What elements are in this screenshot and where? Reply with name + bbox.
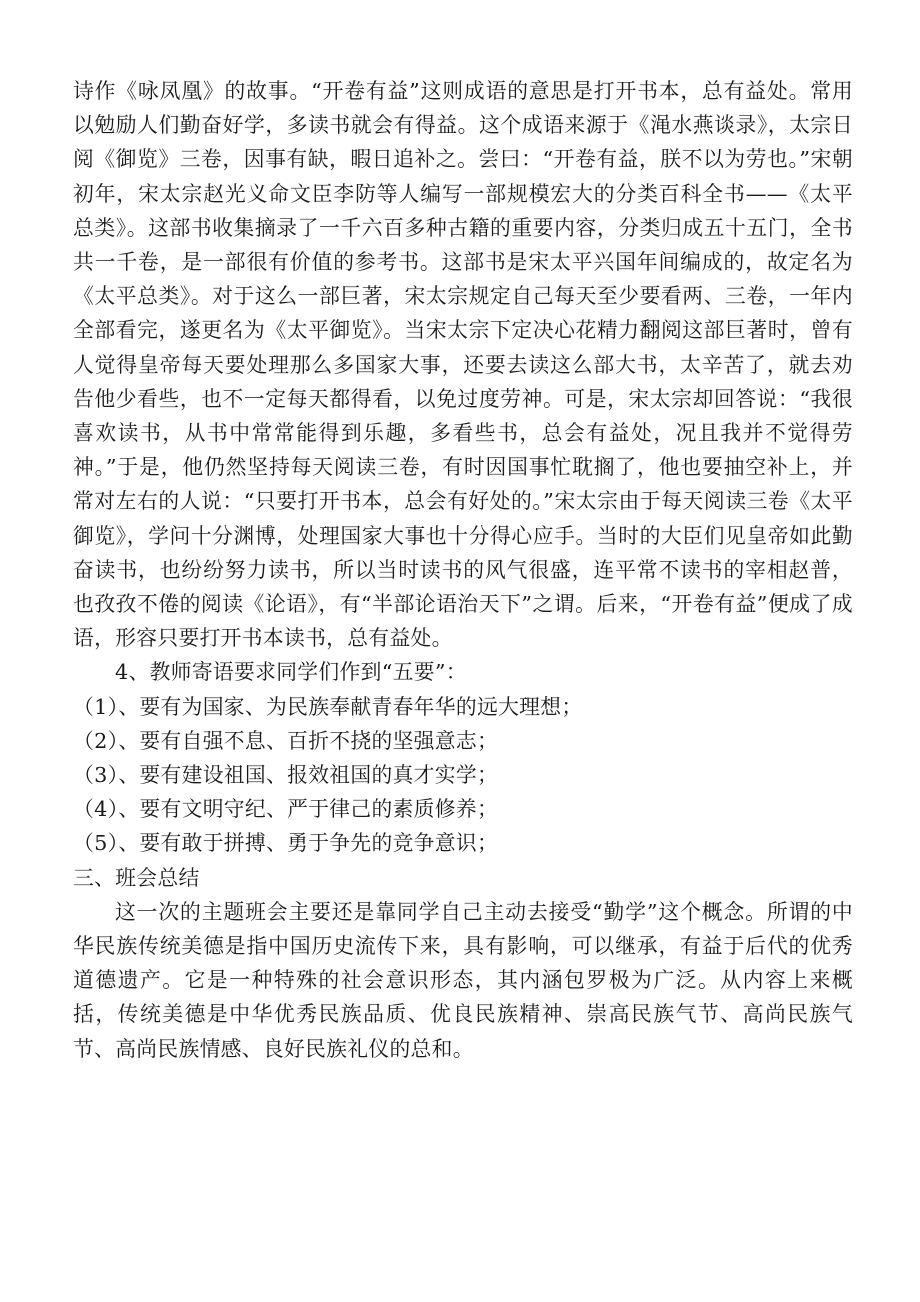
summary-paragraph: 这一次的主题班会主要还是靠同学自己主动去接受“勤学”这个概念。所谓的中华民族传统美德是指中国历史流传下来，具有影响，可以继承，有益于后代的优秀道德遗产。它是一种特殊的社会意识形态，其内涵包罗极为广泛。从内容上来概括，传统美德是中华优秀民族品质、优良民族精神、崇高民族气节、高尚民族气节、高尚民族情感、良好民族礼仪的总和。: [73, 899, 853, 1061]
requirement-item: （5）、要有敢于拼搏、勇于争先的竞争意识；: [73, 831, 499, 856]
requirement-item: （2）、要有自强不息、百折不挠的坚强意志；: [73, 728, 499, 753]
requirement-item: （3）、要有建设祖国、报效祖国的真才实学；: [73, 763, 499, 788]
section-4-intro: 4、教师寄语要求同学们作到“五要”：: [115, 660, 467, 685]
story-paragraph: 诗作《咏凤凰》的故事。“开卷有益”这则成语的意思是打开书本，总有益处。常用以勉励人们勤奋好学，多读书就会有得益。这个成语来源于《渑水燕谈录》，太宗日阅《御览》三卷，因事有缺，暇日追补之。尝曰：“开卷有益，朕不以为劳也。”宋朝初年，宋太宗赵光义命文臣李防等人编写一部规模宏大的分类百科全书——《太平总类》。这部书收集摘录了一千六百多种古籍的重要内容，分类归成五十五门，全书共一千卷，是一部很有价值的参考书。这部书是宋太平兴国年间编成的，故定名为《太平总类》。对于这么一部巨著，宋太宗规定自己每天至少要看两、三卷，一年内全部看完，遂更名为《太平御览》。当宋太宗下定决心花精力翻阅这部巨著时，曾有人觉得皇帝每天要处理那么多国家大事，还要去读这么部大书，太辛苦了，就去劝告他少看些，也不一定每天都得看，以免过度劳神。可是，宋太宗却回答说：“我很喜欢读书，从书中常常能得到乐趣，多看些书，总会有益处，况且我并不觉得劳神。”于是，他仍然坚持每天阅读三卷，有时因国事忙耽搁了，他也要抽空补上，并常对左右的人说：“只要打开书本，总会有好处的。”宋太宗由于每天阅读三卷《太平御览》，学问十分渊博，处理国家大事也十分得心应手。当时的大臣们见皇帝如此勤奋读书，也纷纷努力读书，所以当时读书的风气很盛，连平常不读书的宰相赵普，也孜孜不倦的阅读《论语》，有“半部论语治天下”之谓。后来，“开卷有益”便成了成语，形容只要打开书本读书，总有益处。: [73, 79, 853, 651]
requirement-item: （1）、要有为国家、为民族奉献青春年华的远大理想；: [73, 694, 583, 719]
requirement-item: （4）、要有文明守纪、严于律己的素质修养；: [73, 797, 499, 822]
section-3-heading: 三、班会总结: [73, 865, 200, 890]
requirements-list: [73, 690, 853, 861]
document-page: [73, 74, 853, 1066]
